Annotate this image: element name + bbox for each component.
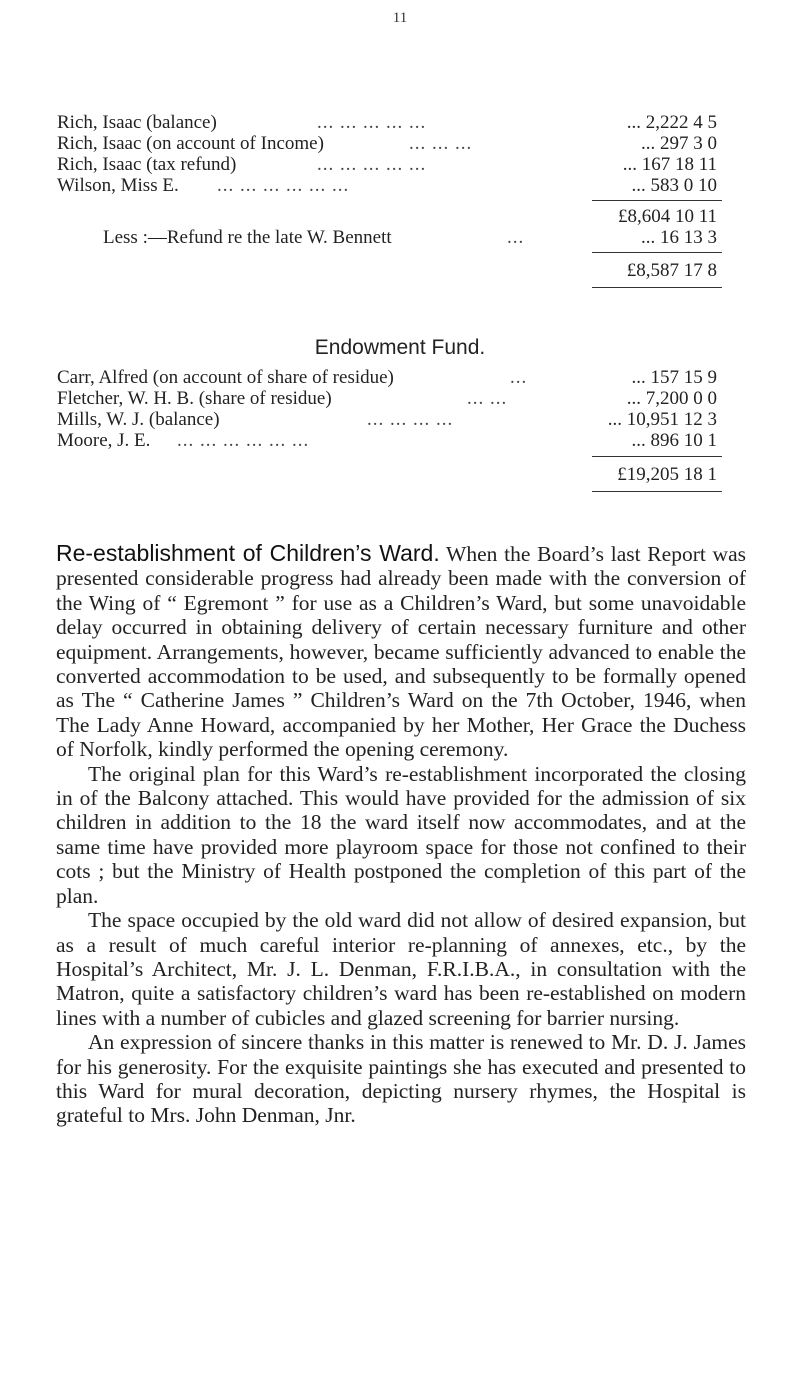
leader-dots: ... bbox=[507, 227, 525, 248]
ledger-row-amount: ... 10,951 12 3 bbox=[607, 409, 717, 430]
article-paragraph: The original plan for this Ward’s re-establishment incorporated the closing in of the Balcony attached. This would have provided for the admission of six children in addition to the 18 the ward itself now accommodates, and at the same time have provided more playroom space for those not confined to their cots ; but the Ministry of Health postponed the completion of this part of the plan. bbox=[56, 761, 746, 908]
article-paragraph: An expression of sincere thanks in this matter is renewed to Mr. D. J. James for his generosity. For the exquisite paintings she has executed and presented to this Ward for mural decoration, depicting nursery rhymes, the Hospital is grateful to Mrs. John Denman, Jnr. bbox=[56, 1030, 746, 1128]
subtotal-rule bbox=[592, 200, 722, 201]
leader-dots: ... ... bbox=[467, 388, 508, 409]
leader-dots: ... bbox=[510, 367, 528, 388]
ledger-row-name: Wilson, Miss E. bbox=[57, 175, 179, 196]
ledger-row-amount: ... 297 3 0 bbox=[641, 133, 717, 154]
leader-dots: ... ... ... ... bbox=[367, 409, 454, 430]
endowment-heading: Endowment Fund. bbox=[314, 336, 486, 359]
ledger-row-name: Moore, J. E. bbox=[57, 430, 151, 451]
ledger-row bbox=[57, 154, 717, 175]
ledger-subtotal-block bbox=[57, 206, 717, 248]
endowment-total-amount: £19,205 18 1 bbox=[617, 464, 717, 485]
ledger-row-name: Rich, Isaac (tax refund) bbox=[57, 154, 237, 175]
less-label: Less :—Refund re the late W. Bennett bbox=[103, 227, 392, 248]
less-row bbox=[57, 227, 717, 248]
ledger-row-name: Carr, Alfred (on account of share of residue) bbox=[57, 367, 394, 388]
ledger-row bbox=[57, 367, 717, 388]
article-paragraph bbox=[56, 541, 746, 762]
total-underline bbox=[592, 287, 722, 288]
section-title: Re-establishment of Children’s Ward. bbox=[56, 540, 440, 566]
ledger-endowment bbox=[57, 367, 717, 451]
page-number: 11 bbox=[392, 10, 408, 26]
ledger-row-amount: ... 896 10 1 bbox=[631, 430, 717, 451]
leader-dots: ... ... ... ... ... ... bbox=[217, 175, 350, 196]
leader-dots: ... ... ... ... ... bbox=[317, 112, 427, 133]
ledger-row bbox=[57, 112, 717, 133]
leader-dots: ... ... ... ... ... bbox=[317, 154, 427, 175]
ledger-total-block bbox=[57, 260, 717, 281]
subtotal-row bbox=[57, 206, 717, 227]
ledger-row bbox=[57, 430, 717, 451]
endowment-total-rule bbox=[592, 456, 722, 457]
leader-dots: ... ... ... bbox=[409, 133, 473, 154]
article-body bbox=[56, 541, 746, 1128]
article-paragraph: The space occupied by the old ward did not allow of desired expansion, but as a result of much careful interior re-planning of annexes, etc., by the Hospital’s Architect, Mr. J. L. Denman, F.R.I.B.A., in consultation with the Matron, quite a satisfactory children’s ward has been re-established on modern lines with a number of cubicles and glazed screening for barrier nursing. bbox=[56, 908, 746, 1030]
ledger-legacies bbox=[57, 112, 717, 196]
ledger-row-name: Fletcher, W. H. B. (share of residue) bbox=[57, 388, 332, 409]
leader-dots: ... ... ... ... ... ... bbox=[177, 430, 310, 451]
ledger-row-amount: ... 7,200 0 0 bbox=[626, 388, 717, 409]
total-row bbox=[57, 464, 717, 485]
ledger-row bbox=[57, 409, 717, 430]
ledger-row bbox=[57, 175, 717, 196]
ledger-row-amount: ... 2,222 4 5 bbox=[626, 112, 717, 133]
ledger-row-name: Rich, Isaac (balance) bbox=[57, 112, 217, 133]
ledger-row-amount: ... 583 0 10 bbox=[631, 175, 717, 196]
ledger-row-name: Mills, W. J. (balance) bbox=[57, 409, 220, 430]
ledger-row bbox=[57, 133, 717, 154]
less-amount: ... 16 13 3 bbox=[641, 227, 717, 248]
ledger-row-amount: ... 157 15 9 bbox=[631, 367, 717, 388]
paragraph-text: When the Board’s last Report was presented considerable progress had already been made with the conversion of the Wing of “ Egremont ” for use as a Children’s Ward, but some unavoidable delay occurred in obtaining delivery of certain necessary furniture and other equipment. Arrangements, however, became sufficiently advanced to enable the converted accommodation to be used, and subsequently to be formally opened as The “ Catherine James ” Children’s Ward on the 7th October, 1946, when The Lady Anne Howard, accompanied by her Mother, Her Grace the Duchess of Norfolk, kindly performed the opening ceremony. bbox=[56, 542, 746, 762]
total-amount: £8,587 17 8 bbox=[626, 260, 717, 281]
total-row bbox=[57, 260, 717, 281]
endowment-total-block bbox=[57, 464, 717, 485]
ledger-row bbox=[57, 388, 717, 409]
subtotal-amount: £8,604 10 11 bbox=[617, 206, 717, 227]
total-rule bbox=[592, 252, 722, 253]
ledger-row-amount: ... 167 18 11 bbox=[622, 154, 717, 175]
ledger-row-name: Rich, Isaac (on account of Income) bbox=[57, 133, 324, 154]
endowment-total-underline bbox=[592, 491, 722, 492]
